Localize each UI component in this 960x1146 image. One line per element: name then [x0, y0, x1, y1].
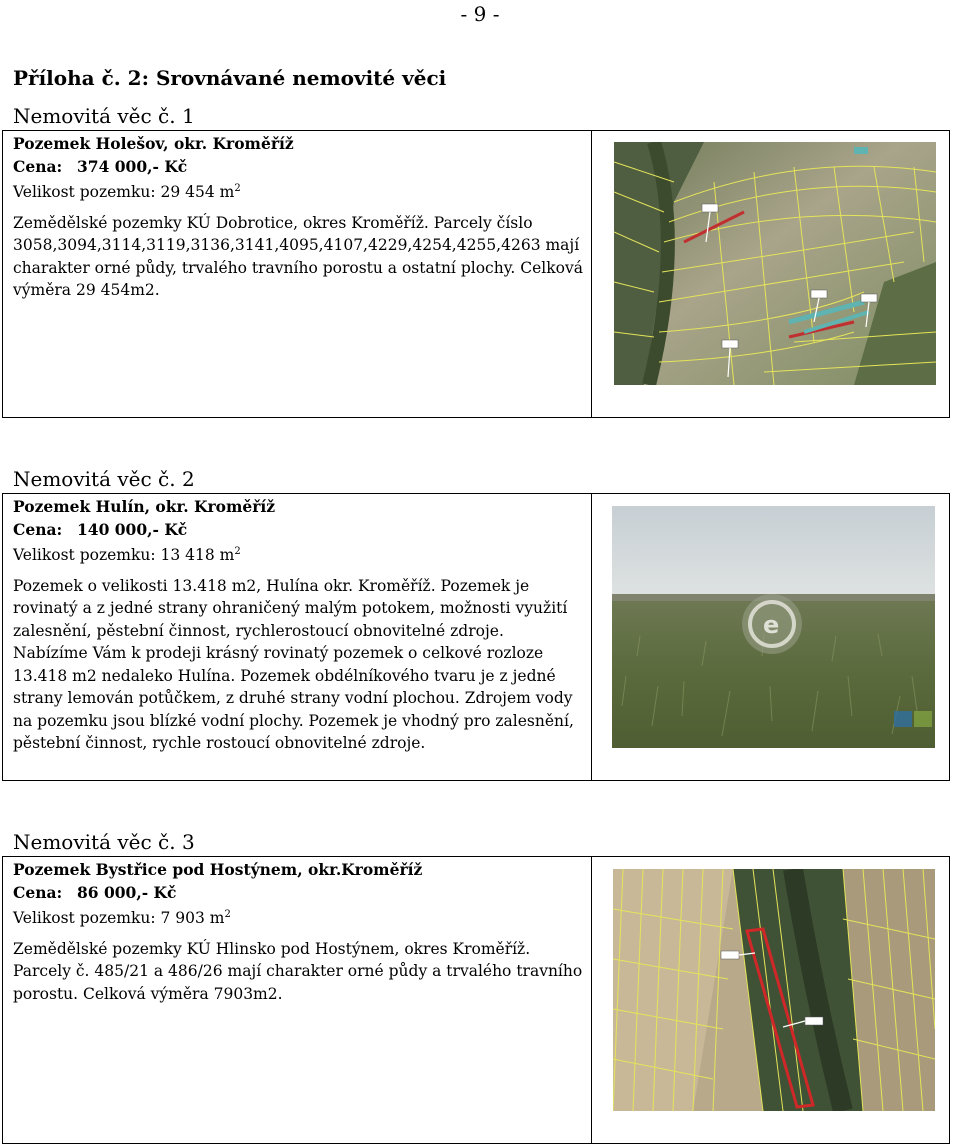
cadastral-map-image — [613, 869, 935, 1111]
size-text: Velikost pozemku: 7 903 m — [13, 909, 225, 928]
property-3-text — [13, 859, 583, 1005]
property-price — [13, 882, 583, 905]
price-label: Cena: — [13, 156, 63, 176]
property-name: Pozemek Holešov, okr. Kroměříž — [13, 134, 294, 153]
size-unit-sup: 2 — [234, 183, 241, 194]
field-photo-image — [612, 506, 935, 748]
property-1-box — [2, 130, 950, 418]
property-1-text — [13, 133, 583, 302]
size-unit-sup: 2 — [234, 546, 241, 557]
property-1-heading: Nemovitá věc č. 1 — [13, 104, 195, 128]
price-value: 140 000,- Kč — [77, 519, 188, 539]
annex-title: Příloha č. 2: Srovnávané nemovité věci — [13, 66, 447, 90]
property-2-text — [13, 496, 583, 755]
property-description: Pozemek o velikosti 13.418 m2, Hulína okr. Kroměříž. Pozemek je rovinatý a z jedné strany ohraničený malým potokem, možnosti využití zalesnění, pěstební činnost, rychlerostoucí obnovitelné zdroje. Nabízíme Vám k prodeji krásný rovinatý pozemek o celkové rozloze 13.418 m2 nedaleko Hulína. Pozemek obdélníkového tvaru je z jedné strany lemován potůčkem, z druhé strany vodní plochou. Zdrojem vody na pozemku jsou blízké vodní plochy. Pozemek je vhodný pro zalesnění, pěstební činnost, rychle rostoucí obnovitelné zdroje. — [13, 576, 574, 753]
size-text: Velikost pozemku: 13 418 m — [13, 546, 235, 565]
cadastral-map-image — [614, 142, 936, 385]
property-3-box — [2, 856, 950, 1144]
price-label: Cena: — [13, 519, 63, 539]
size-unit-sup: 2 — [224, 909, 231, 920]
svg-text:e: e — [763, 611, 780, 639]
column-divider — [591, 131, 592, 417]
property-size — [13, 904, 583, 930]
property-description: Zemědělské pozemky KÚ Hlinsko pod Hostýnem, okres Kroměříž. Parcely č. 485/21 a 486/26 mají charakter orné půdy a trvalého travního porostu. Celková výměra 7903m2. — [13, 939, 583, 1003]
property-price — [13, 519, 583, 542]
column-divider — [591, 857, 592, 1143]
property-price — [13, 156, 583, 179]
price-value: 86 000,- Kč — [77, 882, 177, 902]
property-2-box — [2, 493, 950, 781]
property-description: Zemědělské pozemky KÚ Dobrotice, okres Kroměříž. Parcely číslo 3058,3094,3114,3119,3136,3141,4095,4107,4229,4254,4255,4263 mají charakter orné půdy, trvalého travního porostu a ostatní plochy. Celková výměra 29 454m2. — [13, 213, 583, 300]
property-name: Pozemek Bystřice pod Hostýnem, okr.Kroměříž — [13, 860, 423, 879]
property-name: Pozemek Hulín, okr. Kroměříž — [13, 497, 276, 516]
property-size — [13, 541, 583, 567]
size-text: Velikost pozemku: 29 454 m — [13, 183, 235, 202]
property-size — [13, 178, 583, 204]
price-value: 374 000,- Kč — [77, 156, 188, 176]
page-number: - 9 - — [460, 2, 500, 26]
price-label: Cena: — [13, 882, 63, 902]
property-3-heading: Nemovitá věc č. 3 — [13, 830, 195, 854]
property-2-heading: Nemovitá věc č. 2 — [13, 467, 195, 491]
column-divider — [591, 494, 592, 780]
